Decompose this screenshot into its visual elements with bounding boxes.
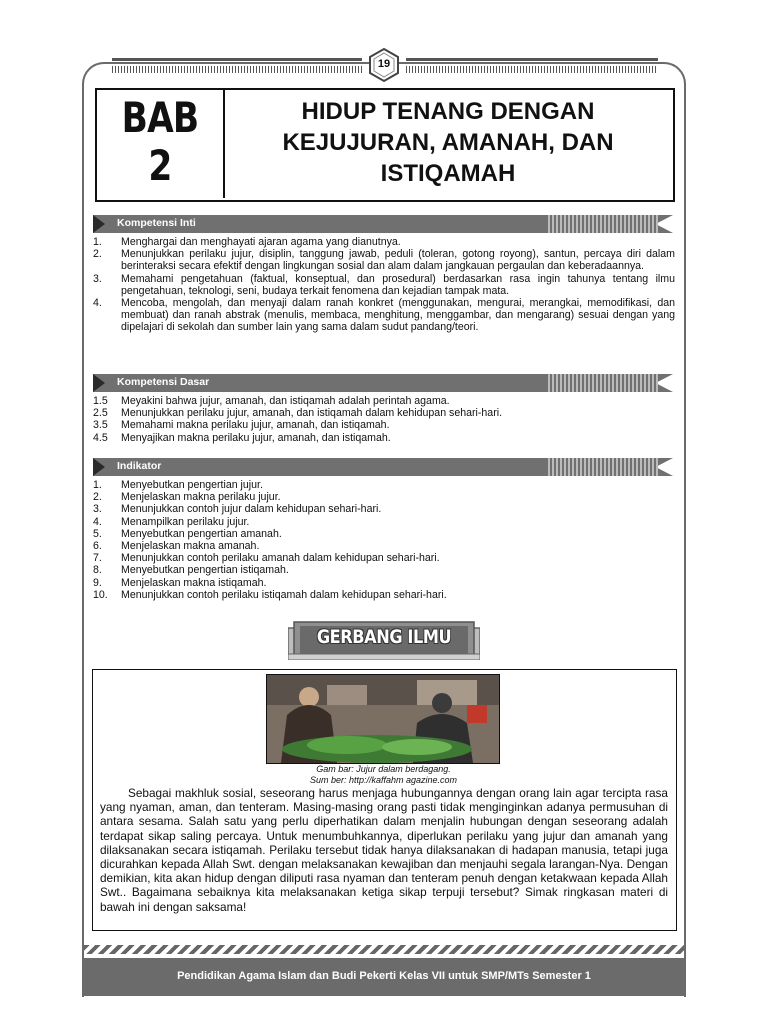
- item-text: Menampilkan perilaku jujur.: [121, 515, 250, 528]
- item-text: Menyebutkan pengertian istiqamah.: [121, 564, 289, 577]
- item-number: 7.: [93, 552, 102, 565]
- list-item: [93, 564, 675, 576]
- list-item: [93, 503, 675, 515]
- item-text: Menyebutkan pengertian amanah.: [121, 527, 282, 540]
- item-text: Meyakini bahwa jujur, amanah, dan istiqamah adalah perintah agama.: [121, 395, 450, 407]
- item-number: 2.5: [93, 407, 108, 420]
- item-number: 3.: [93, 272, 102, 285]
- header-arrow-icon: [93, 215, 105, 233]
- list-item: [93, 273, 675, 297]
- indikator-heading: Indikator: [117, 460, 162, 472]
- item-number: 1.: [93, 236, 102, 248]
- item-text: Menunjukkan contoh perilaku istiqamah dalam kehidupan sehari-hari.: [121, 588, 447, 601]
- chapter-title-line3: ISTIQAMAH: [380, 160, 516, 187]
- item-text: Menunjukkan contoh jujur dalam kehidupan sehari-hari.: [121, 503, 382, 516]
- list-item: [93, 479, 675, 491]
- caption-title: Gam bar: Jujur dalam berdagang.: [316, 764, 451, 774]
- header-stripes: [548, 374, 658, 392]
- indikator-list: [93, 479, 675, 601]
- chapter-title-line1: HIDUP TENANG DENGAN: [301, 98, 595, 125]
- market-photo: [266, 674, 500, 764]
- kompetensi-inti-heading: Kompetensi Inti: [117, 217, 196, 229]
- item-number: 4.: [93, 515, 102, 528]
- item-text: Memahami pengetahuan (faktual, konseptual, dan prosedural) berdasarkan rasa ingin tahunya tentang ilmu pengetahuan, teknologi, seni, budaya terkait fenomena dan kejadian tampak mata.: [121, 272, 675, 297]
- intro-paragraph: Sebagai makhluk sosial, seseorang harus menjaga hubungannya dengan orang lain agar tercipta rasa yang nyaman, aman, dan tenteram. Masing-masing orang pasti tidak menginginkan adanya permusuhan di antara sesama. Salah satu yang perlu diperhatikan dalam menjalin hubungan dengan seseorang adalah terdapat sikap saling percaya. Untuk menumbuhkannya, diperlukan perilaku yang jujur dan amanah yang dilaksanakan secara istiqamah. Perilaku tersebut tidak hanya dilaksanakan di hadapan manusia, tetapi juga dicurahkan kepada Allah Swt. dengan melaksanakan kewajiban dan menjauhi segala larangan-Nya. Dengan demikian, kita akan hidup dengan diliputi rasa nyaman dan tenteram penuh dengan ketakwaan kepada Allah Swt.. Bagaimana sebaiknya kita melaksanakan ketiga sikap terpuji tersebut? Simak ringkasan materi di bawah ini dengan saksama!: [100, 786, 668, 914]
- item-text: Menjelaskan makna perilaku jujur.: [121, 491, 281, 504]
- item-number: 10.: [93, 588, 108, 601]
- bab-text: BAB: [121, 93, 199, 142]
- item-text: Memahami makna perilaku jujur, amanah, dan istiqamah.: [121, 419, 390, 432]
- item-number: 4.5: [93, 431, 108, 444]
- item-number: 5.: [93, 527, 102, 540]
- kompetensi-dasar-heading: Kompetensi Dasar: [117, 376, 210, 388]
- kompetensi-dasar-list: [93, 395, 675, 444]
- list-item: [93, 432, 675, 444]
- item-text: Menjelaskan makna amanah.: [121, 540, 260, 553]
- item-text: Menghargai dan menghayati ajaran agama yang dianutnya.: [121, 236, 401, 248]
- list-item: [93, 528, 675, 540]
- frame-corner-right: [394, 62, 686, 88]
- frame-left-edge: [82, 84, 84, 997]
- item-number: 3.: [93, 503, 102, 516]
- item-number: 2.: [93, 491, 102, 504]
- list-item: [93, 236, 675, 248]
- footer-hatch: [84, 945, 684, 954]
- top-rule-left: [112, 58, 362, 61]
- item-number: 2.: [93, 248, 102, 261]
- frame-right-edge: [684, 84, 686, 997]
- page-number: 19: [377, 58, 391, 70]
- list-item: [93, 516, 675, 528]
- item-number: 3.5: [93, 419, 108, 432]
- list-item: [93, 297, 675, 334]
- kompetensi-inti-list: [93, 236, 675, 334]
- gerbang-ilmu-title: GERBANG ILMU: [316, 626, 452, 648]
- header-arrow-icon: [93, 374, 105, 392]
- list-item: [93, 552, 675, 564]
- item-text: Menjelaskan makna istiqamah.: [121, 576, 267, 589]
- list-item: [93, 589, 675, 601]
- list-item: [93, 419, 675, 431]
- item-text: Menyebutkan pengertian jujur.: [121, 479, 263, 491]
- photo-caption: [92, 764, 675, 786]
- bab-number: 2: [148, 141, 172, 190]
- item-text: Menunjukkan perilaku jujur, amanah, dan istiqamah dalam kehidupan sehari-hari.: [121, 407, 503, 420]
- kompetensi-inti-header: [93, 213, 675, 235]
- list-item: [93, 491, 675, 503]
- frame-corner-left: [82, 62, 376, 88]
- list-item: [93, 248, 675, 272]
- header-arrow-icon: [93, 458, 105, 476]
- item-text: Menyajikan makna perilaku jujur, amanah, dan istiqamah.: [121, 431, 391, 444]
- item-text: Menunjukkan contoh perilaku amanah dalam kehidupan sehari-hari.: [121, 552, 440, 565]
- item-text: Menunjukkan perilaku jujur, disiplin, tanggung jawab, peduli (toleran, gotong royong), santun, percaya diri dalam berinteraksi secara efektif dengan lingkungan sosial dan alam dalam jangkauan pergaulan dan keberadaannya.: [121, 248, 675, 273]
- list-item: [93, 577, 675, 589]
- header-stripes: [548, 458, 658, 476]
- item-text: Mencoba, mengolah, dan menyaji dalam ranah konkret (menggunakan, mengurai, merangkai, memodifikasi, dan membuat) dan ranah abstrak (menulis, membaca, menghitung, menggambar, dan mengarang) sesuai dengan yang dipelajari di sekolah dan sumber lain yang sama dalam sudut pandang/teori.: [121, 297, 675, 334]
- list-item: [93, 407, 675, 419]
- item-number: 9.: [93, 576, 102, 589]
- item-number: 4.: [93, 297, 102, 310]
- chapter-title: [228, 96, 668, 189]
- indikator-header: [93, 456, 675, 478]
- item-number: 6.: [93, 540, 102, 553]
- list-item: [93, 540, 675, 552]
- item-number: 1.5: [93, 395, 108, 407]
- chapter-title-line2: KEJUJURAN, AMANAH, DAN: [282, 129, 614, 156]
- kompetensi-dasar-header: [93, 372, 675, 394]
- top-rule-right: [406, 58, 658, 61]
- caption-source: Sum ber: http://kaffahm agazine.com: [309, 775, 458, 785]
- footer-text: Pendidikan Agama Islam dan Budi Pekerti Kelas VII untuk SMP/MTs Semester 1: [177, 970, 591, 982]
- item-number: 8.: [93, 564, 102, 577]
- list-item: [93, 395, 675, 407]
- item-number: 1.: [93, 479, 102, 491]
- header-stripes: [548, 215, 658, 233]
- chapter-label: [107, 94, 214, 190]
